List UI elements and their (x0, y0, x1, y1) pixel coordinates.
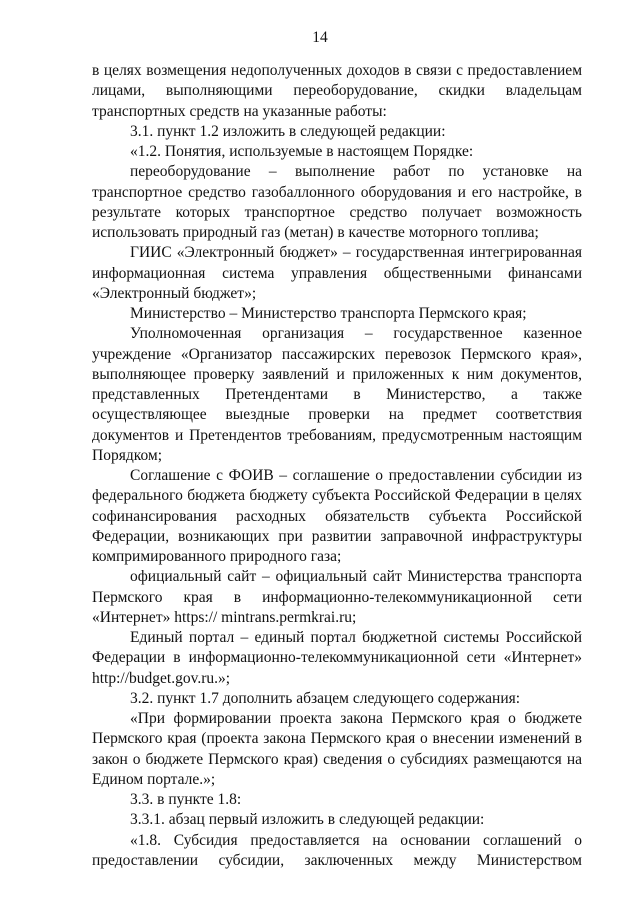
paragraph: ГИИС «Электронный бюджет» – государственная интегрированная информационная система управления общественными финансами «Электронный бюджет»; (92, 244, 582, 302)
paragraph: в целях возмещения недополученных доходов в связи с предоставлением лицами, выполняющими переоборудование, скидки владельцам транспортных средств на указанные работы: (92, 62, 582, 120)
document-body (92, 61, 582, 871)
paragraph: «При формировании проекта закона Пермского края о бюджете Пермского края (проекта закона Пермского края о внесении изменений в закон о бюджете Пермского края) сведения о субсидиях размещаются на Едином портале.»; (92, 710, 582, 788)
paragraph: 3.3.1. абзац первый изложить в следующей редакции: (130, 811, 485, 829)
paragraph: переоборудование – выполнение работ по установке на транспортное средство газобаллонного оборудования и его настройке, в результате которых транспортное средство получает возможность использовать природный газ (метан) в качестве моторного топлива; (92, 163, 582, 241)
paragraph: официальный сайт – официальный сайт Министерства транспорта Пермского края в информационно-телекоммуникационной сети «Интернет» https:// mintrans.permkrai.ru; (92, 568, 582, 626)
page-number: 14 (312, 29, 328, 46)
paragraph: 3.3. в пункте 1.8: (130, 791, 242, 808)
paragraph: «1.8. Субсидия предоставляется на основании соглашений о предоставлении субсидии, заключенных между Министерством (92, 831, 582, 869)
paragraph: Соглашение с ФОИВ – соглашение о предоставлении субсидии из федерального бюджета бюджету субъекта Российской Федерации в целях софинансирования расходных обязательств субъекта Российской Федерации, возникающих при развитии заправочной инфраструктуры компримированного природного газа; (92, 467, 582, 565)
paragraph: Единый портал – единый портал бюджетной системы Российской Федерации в информационно-телекоммуникационной сети «Интернет» http://budget.gov.ru.»; (92, 629, 582, 687)
paragraph: Уполномоченная организация – государственное казенное учреждение «Организатор пассажирских перевозок Пермского края», выполняющее проверку заявлений и приложенных к ним документов, представленных Претендентами в Министерство, а также осуществляющее выездные проверки на предмет соответствия документов и Претендентов требованиям, предусмотренным настоящим Порядком; (92, 325, 582, 464)
paragraph: «1.2. Понятия, используемые в настоящем Порядке: (130, 143, 474, 160)
paragraph: Министерство – Министерство транспорта Пермского края; (130, 305, 527, 322)
paragraph: 3.1. пункт 1.2 изложить в следующей редакции: (130, 122, 446, 140)
paragraph: 3.2. пункт 1.7 дополнить абзацем следующего содержания: (130, 689, 521, 707)
